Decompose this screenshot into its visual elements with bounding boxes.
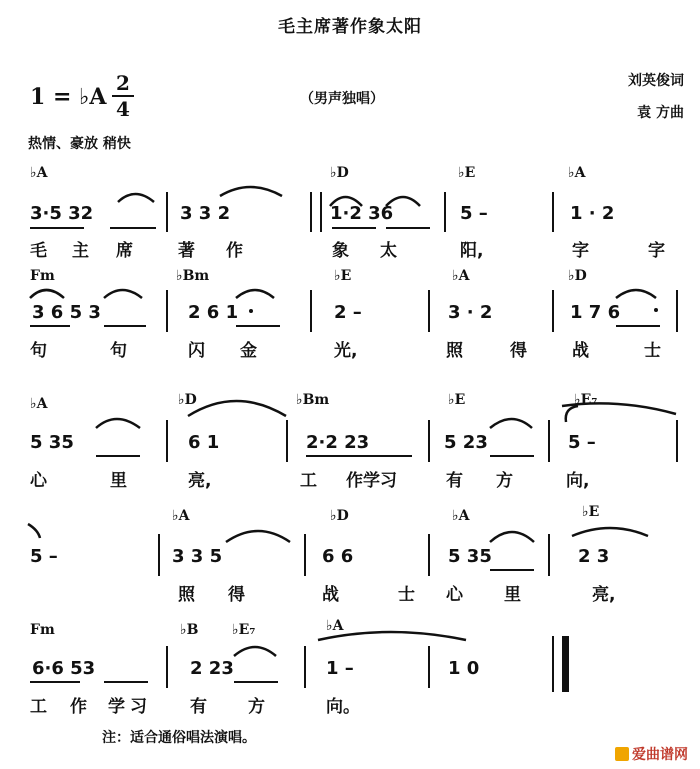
chord: ♭D	[330, 508, 349, 524]
key-signature: 1 = ♭A	[30, 84, 107, 110]
bar-line	[286, 420, 288, 462]
song-title: 毛主席著作象太阳	[278, 17, 422, 37]
slur	[236, 290, 274, 298]
final-bar-line	[562, 636, 569, 692]
lyric: 有	[190, 697, 207, 717]
lyric: 作	[70, 697, 87, 717]
bar-line	[310, 192, 312, 232]
lyric: 字	[648, 241, 665, 261]
measure: 5 35	[30, 432, 74, 453]
measure: 6 6	[322, 546, 354, 567]
watermark-text: 爱曲谱网	[632, 747, 688, 763]
measure: 2 23	[190, 658, 234, 679]
slur	[572, 528, 648, 536]
measure: 1 –	[326, 658, 354, 679]
chord: ♭B	[180, 622, 199, 638]
slur	[30, 290, 64, 298]
measure: 2·2 23	[306, 432, 370, 453]
performance-note: （男声独唱）	[300, 91, 384, 107]
chord: ♭D	[568, 268, 587, 284]
lyric: 得	[510, 341, 527, 361]
chord: ♭A	[30, 396, 48, 412]
chord: ♭E	[582, 504, 600, 520]
music-note-icon	[615, 747, 629, 761]
measure: 1 0	[448, 658, 480, 679]
lyric: 心	[30, 471, 47, 491]
bar-line	[428, 420, 430, 462]
bar-line	[166, 420, 168, 462]
bar-line	[548, 420, 550, 462]
chord: ♭E	[448, 392, 466, 408]
chord: ♭E	[458, 165, 476, 181]
measure: 2 3	[578, 546, 610, 567]
lyric: 字	[572, 241, 589, 261]
lyric: 有	[446, 471, 463, 491]
lyric: 象	[332, 241, 349, 261]
lyric: 士	[398, 585, 415, 605]
chord: Fm	[30, 622, 55, 638]
lyric: 阳,	[460, 241, 484, 261]
lyric: 光,	[334, 341, 358, 361]
lyric: 方	[248, 697, 265, 717]
chord: ♭A	[568, 165, 586, 181]
lyric: 著	[178, 241, 195, 261]
measure: 2 –	[334, 302, 362, 323]
footnote: 注：适合通俗唱法演唱。	[102, 730, 256, 746]
measure: 3 3 2	[180, 203, 231, 224]
measure: 3 3 5	[172, 546, 223, 567]
lyric: 方	[496, 471, 513, 491]
measure: 6 1	[188, 432, 220, 453]
lyric: 闪	[188, 341, 205, 361]
measure: 1 7 6	[570, 302, 621, 323]
tie	[28, 524, 40, 538]
lyric: 习	[130, 697, 147, 717]
slur	[104, 290, 142, 298]
bar-line	[428, 290, 430, 332]
bar-line	[552, 290, 554, 332]
measure: 3·5 32	[30, 203, 94, 224]
lyric: 学	[108, 697, 125, 717]
lyric: 金	[240, 341, 257, 361]
bar-line	[166, 290, 168, 332]
slur	[118, 194, 154, 202]
bar-line	[444, 192, 446, 232]
time-top: 2	[116, 71, 130, 95]
measure: 5 –	[460, 203, 488, 224]
lyric: 主	[72, 241, 89, 261]
chord: ♭D	[178, 392, 197, 408]
bar-line	[552, 192, 554, 232]
chord: ♭A	[30, 165, 48, 181]
lyric: 向,	[566, 471, 590, 491]
lyric: 照	[178, 585, 195, 605]
bar-line	[548, 534, 550, 576]
chord: ♭Bm	[296, 392, 330, 408]
bar-line	[552, 636, 554, 692]
lyric: 工	[30, 697, 47, 717]
bar-line	[304, 534, 306, 576]
slur	[234, 647, 276, 656]
chord: ♭A	[326, 618, 344, 634]
lyric: 句	[110, 341, 127, 361]
lyric: 作	[226, 241, 243, 261]
slur	[226, 531, 290, 542]
bar-line	[158, 534, 160, 576]
chord: ♭A	[172, 508, 190, 524]
time-signature	[112, 72, 134, 120]
measure: 1 · 2	[570, 203, 615, 224]
lyric: 毛	[30, 241, 47, 261]
lyric: 向。	[326, 697, 360, 717]
bar-line	[428, 646, 430, 688]
measure: 5 –	[568, 432, 596, 453]
measure: 5 –	[30, 546, 58, 567]
lyric: 席	[116, 241, 133, 261]
lyricist-credit: 刘英俊词	[628, 73, 684, 89]
chord: ♭E₇	[574, 392, 598, 408]
lyric: 照	[446, 341, 463, 361]
bar-line	[166, 192, 168, 232]
slur	[220, 187, 282, 196]
dot-below	[654, 308, 658, 312]
measure: 3 · 2	[448, 302, 493, 323]
lyric: 得	[228, 585, 245, 605]
dot-below	[249, 309, 253, 313]
lyric: 作学习	[346, 471, 397, 491]
chord: ♭A	[452, 268, 470, 284]
chord: ♭E₇	[232, 622, 256, 638]
chord: ♭A	[452, 508, 470, 524]
lyric: 战	[322, 585, 339, 605]
composer-credit: 袁 方曲	[637, 105, 684, 121]
slur	[490, 419, 532, 428]
chord: Fm	[30, 268, 55, 284]
measure: 3 6 5 3	[32, 302, 101, 323]
slur	[96, 419, 140, 428]
lyric: 战	[572, 341, 589, 361]
watermark	[615, 744, 688, 764]
slur	[490, 532, 534, 542]
lyric: 里	[504, 585, 521, 605]
measure: 6·6 53	[32, 658, 96, 679]
lyric: 里	[110, 471, 127, 491]
chord: ♭D	[330, 165, 349, 181]
measure: 2 6 1	[188, 302, 239, 323]
bar-line	[676, 420, 678, 462]
measure: 1·2 36	[330, 203, 394, 224]
bar-line	[166, 646, 168, 688]
tie	[566, 406, 578, 422]
measure: 5 35	[448, 546, 492, 567]
lyric: 亮,	[188, 471, 212, 491]
lyric: 工	[300, 471, 317, 491]
lyric: 太	[380, 241, 397, 261]
slur	[616, 290, 656, 298]
bar-line	[428, 534, 430, 576]
lyric: 士	[644, 341, 661, 361]
slur	[188, 401, 286, 416]
bar-line	[310, 290, 312, 332]
tempo-marking: 热情、豪放 稍快	[28, 136, 131, 152]
lyric: 句	[30, 341, 47, 361]
bar-line	[304, 646, 306, 688]
bar-line	[676, 290, 678, 332]
time-bottom: 4	[116, 97, 130, 121]
measure: 5 23	[444, 432, 488, 453]
bar-line	[320, 192, 322, 232]
chord: ♭Bm	[176, 268, 210, 284]
lyric: 亮,	[592, 585, 616, 605]
chord: ♭E	[334, 268, 352, 284]
lyric: 心	[446, 585, 463, 605]
